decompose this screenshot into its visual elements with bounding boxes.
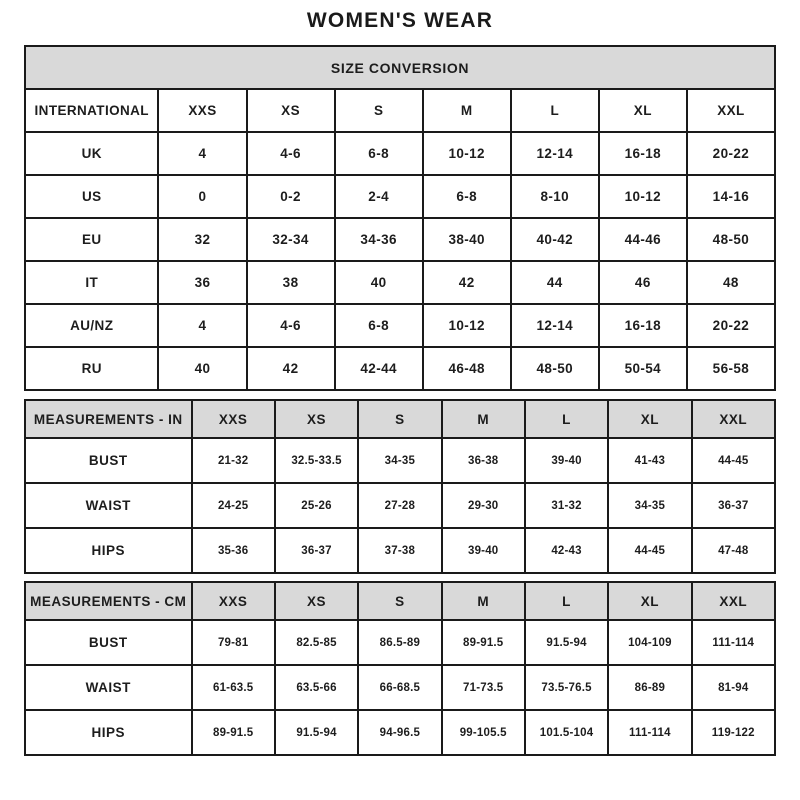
header-size-xxl: XXL xyxy=(692,582,775,620)
value-cell: 4-6 xyxy=(247,304,335,347)
header-size-xl: XL xyxy=(608,400,691,438)
value-cell: 14-16 xyxy=(687,175,775,218)
value-cell: 40-42 xyxy=(511,218,599,261)
value-cell: 111-114 xyxy=(692,620,775,665)
value-cell: 12-14 xyxy=(511,132,599,175)
header-size-m: M xyxy=(442,400,525,438)
header-size-xxl: XXL xyxy=(692,400,775,438)
header-size-m: M xyxy=(423,89,511,132)
header-size-xl: XL xyxy=(608,582,691,620)
value-cell: 48-50 xyxy=(511,347,599,390)
table-row xyxy=(25,528,775,573)
row-label: EU xyxy=(25,218,158,261)
header-size-xxs: XXS xyxy=(192,400,275,438)
value-cell: 46 xyxy=(599,261,687,304)
value-cell: 89-91.5 xyxy=(192,710,275,755)
value-cell: 36-37 xyxy=(692,483,775,528)
value-cell: 34-35 xyxy=(358,438,441,483)
value-cell: 10-12 xyxy=(599,175,687,218)
table-header-row xyxy=(25,89,775,132)
value-cell: 32.5-33.5 xyxy=(275,438,358,483)
row-label: HIPS xyxy=(25,710,192,755)
value-cell: 44-45 xyxy=(608,528,691,573)
value-cell: 37-38 xyxy=(358,528,441,573)
table-row xyxy=(25,132,775,175)
value-cell: 36-37 xyxy=(275,528,358,573)
row-label: UK xyxy=(25,132,158,175)
table-row xyxy=(25,304,775,347)
value-cell: 39-40 xyxy=(442,528,525,573)
header-size-xxs: XXS xyxy=(192,582,275,620)
value-cell: 79-81 xyxy=(192,620,275,665)
value-cell: 94-96.5 xyxy=(358,710,441,755)
value-cell: 6-8 xyxy=(335,132,423,175)
value-cell: 44-45 xyxy=(692,438,775,483)
row-label: BUST xyxy=(25,438,192,483)
value-cell: 40 xyxy=(158,347,246,390)
value-cell: 44 xyxy=(511,261,599,304)
value-cell: 91.5-94 xyxy=(275,710,358,755)
header-label: INTERNATIONAL xyxy=(25,89,158,132)
value-cell: 36-38 xyxy=(442,438,525,483)
value-cell: 119-122 xyxy=(692,710,775,755)
value-cell: 39-40 xyxy=(525,438,608,483)
table-row xyxy=(25,438,775,483)
value-cell: 4 xyxy=(158,304,246,347)
value-cell: 42 xyxy=(247,347,335,390)
value-cell: 56-58 xyxy=(687,347,775,390)
header-size-l: L xyxy=(525,582,608,620)
value-cell: 10-12 xyxy=(423,304,511,347)
value-cell: 29-30 xyxy=(442,483,525,528)
value-cell: 46-48 xyxy=(423,347,511,390)
value-cell: 27-28 xyxy=(358,483,441,528)
row-label: US xyxy=(25,175,158,218)
value-cell: 63.5-66 xyxy=(275,665,358,710)
value-cell: 104-109 xyxy=(608,620,691,665)
value-cell: 25-26 xyxy=(275,483,358,528)
row-label: HIPS xyxy=(25,528,192,573)
table-row xyxy=(25,218,775,261)
header-size-s: S xyxy=(358,400,441,438)
value-cell: 21-32 xyxy=(192,438,275,483)
value-cell: 0 xyxy=(158,175,246,218)
header-size-xs: XS xyxy=(275,400,358,438)
row-label: AU/NZ xyxy=(25,304,158,347)
value-cell: 38 xyxy=(247,261,335,304)
header-size-l: L xyxy=(511,89,599,132)
value-cell: 0-2 xyxy=(247,175,335,218)
table-header-row xyxy=(25,400,775,438)
table-row xyxy=(25,261,775,304)
row-label: BUST xyxy=(25,620,192,665)
size-conversion-table xyxy=(24,45,776,391)
header-size-xs: XS xyxy=(275,582,358,620)
table-row xyxy=(25,665,775,710)
value-cell: 111-114 xyxy=(608,710,691,755)
value-cell: 16-18 xyxy=(599,132,687,175)
row-label: RU xyxy=(25,347,158,390)
value-cell: 6-8 xyxy=(335,304,423,347)
table-banner-row xyxy=(25,46,775,89)
value-cell: 31-32 xyxy=(525,483,608,528)
value-cell: 50-54 xyxy=(599,347,687,390)
table-row xyxy=(25,347,775,390)
value-cell: 35-36 xyxy=(192,528,275,573)
value-cell: 89-91.5 xyxy=(442,620,525,665)
table-row xyxy=(25,483,775,528)
table-banner: SIZE CONVERSION xyxy=(25,46,775,89)
value-cell: 61-63.5 xyxy=(192,665,275,710)
header-label: MEASUREMENTS - IN xyxy=(25,400,192,438)
page-title: WOMEN'S WEAR xyxy=(306,9,494,32)
table-header-row xyxy=(25,582,775,620)
value-cell: 41-43 xyxy=(608,438,691,483)
value-cell: 10-12 xyxy=(423,132,511,175)
value-cell: 16-18 xyxy=(599,304,687,347)
value-cell: 86-89 xyxy=(608,665,691,710)
value-cell: 32-34 xyxy=(247,218,335,261)
value-cell: 42-43 xyxy=(525,528,608,573)
value-cell: 91.5-94 xyxy=(525,620,608,665)
value-cell: 20-22 xyxy=(687,132,775,175)
value-cell: 38-40 xyxy=(423,218,511,261)
value-cell: 8-10 xyxy=(511,175,599,218)
value-cell: 86.5-89 xyxy=(358,620,441,665)
value-cell: 6-8 xyxy=(423,175,511,218)
header-size-xl: XL xyxy=(599,89,687,132)
value-cell: 81-94 xyxy=(692,665,775,710)
value-cell: 4 xyxy=(158,132,246,175)
value-cell: 47-48 xyxy=(692,528,775,573)
value-cell: 32 xyxy=(158,218,246,261)
header-size-l: L xyxy=(525,400,608,438)
value-cell: 4-6 xyxy=(247,132,335,175)
header-size-xxs: XXS xyxy=(158,89,246,132)
value-cell: 73.5-76.5 xyxy=(525,665,608,710)
value-cell: 24-25 xyxy=(192,483,275,528)
value-cell: 12-14 xyxy=(511,304,599,347)
measurements-cm-table xyxy=(24,581,776,756)
value-cell: 42-44 xyxy=(335,347,423,390)
value-cell: 66-68.5 xyxy=(358,665,441,710)
value-cell: 42 xyxy=(423,261,511,304)
value-cell: 40 xyxy=(335,261,423,304)
header-size-xs: XS xyxy=(247,89,335,132)
measurements-in-table xyxy=(24,399,776,574)
value-cell: 101.5-104 xyxy=(525,710,608,755)
value-cell: 36 xyxy=(158,261,246,304)
table-row xyxy=(25,710,775,755)
header-size-xxl: XXL xyxy=(687,89,775,132)
value-cell: 48 xyxy=(687,261,775,304)
row-label: WAIST xyxy=(25,665,192,710)
table-row xyxy=(25,620,775,665)
value-cell: 82.5-85 xyxy=(275,620,358,665)
value-cell: 44-46 xyxy=(599,218,687,261)
value-cell: 34-35 xyxy=(608,483,691,528)
row-label: WAIST xyxy=(25,483,192,528)
value-cell: 34-36 xyxy=(335,218,423,261)
row-label: IT xyxy=(25,261,158,304)
value-cell: 2-4 xyxy=(335,175,423,218)
header-label: MEASUREMENTS - CM xyxy=(25,582,192,620)
header-size-s: S xyxy=(335,89,423,132)
value-cell: 48-50 xyxy=(687,218,775,261)
header-size-m: M xyxy=(442,582,525,620)
header-size-s: S xyxy=(358,582,441,620)
value-cell: 71-73.5 xyxy=(442,665,525,710)
value-cell: 20-22 xyxy=(687,304,775,347)
table-row xyxy=(25,175,775,218)
value-cell: 99-105.5 xyxy=(442,710,525,755)
